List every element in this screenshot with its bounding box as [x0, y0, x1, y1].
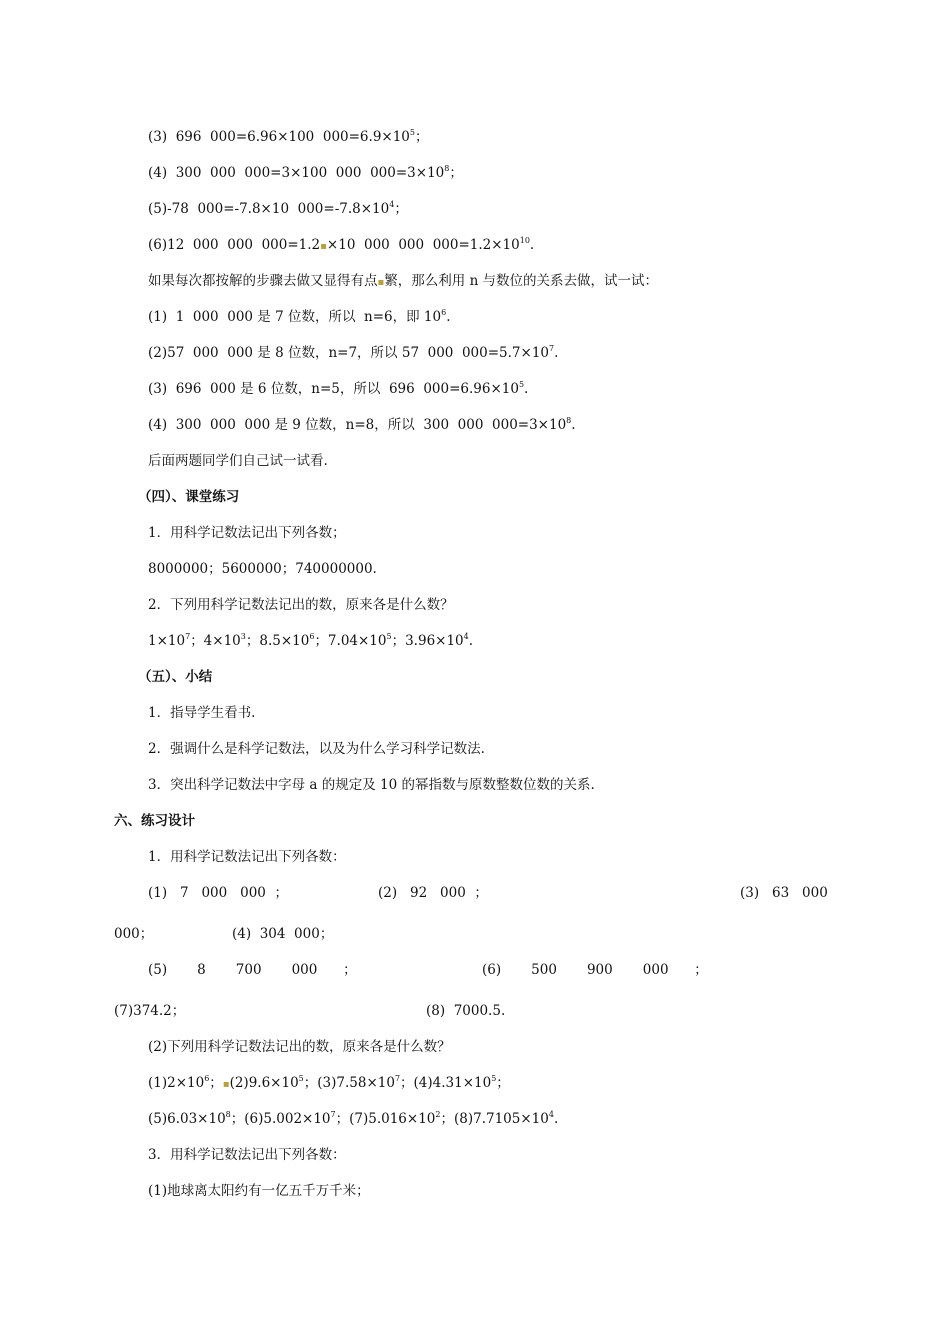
- text: ；: [449, 165, 463, 181]
- text: ；: [496, 1075, 510, 1091]
- exponent: 5: [518, 380, 525, 389]
- stray-mark: ▪: [377, 277, 385, 288]
- line-rest: 后面两题同学们自己试一试看.: [148, 453, 328, 469]
- line-e2-row1: [148, 1074, 510, 1094]
- exercise-1-6: (6) 500 900 000 ；: [482, 962, 708, 978]
- heading-section-5: （五）、小结: [138, 669, 213, 685]
- exercise-1-3: (3) 63 000: [740, 885, 828, 901]
- exponent: 5: [491, 1074, 497, 1083]
- exponent: 2: [435, 1110, 441, 1119]
- text: ；8.5×10: [245, 633, 310, 649]
- text: ；(6)5.002×10: [230, 1111, 331, 1127]
- line-b3: [148, 380, 528, 398]
- text: (3) 696 000=6.96×100 000=6.9×10: [148, 129, 410, 145]
- exponent: 5: [409, 128, 415, 137]
- text: .: [571, 417, 576, 433]
- text: .: [524, 381, 529, 397]
- exponent: 6: [441, 308, 447, 317]
- line-b1: [148, 308, 451, 326]
- line-b2: [148, 344, 558, 362]
- stray-mark: ▪: [222, 1079, 230, 1090]
- line-p2: 2．下列用科学记数法记出的数，原来各是什么数？: [148, 597, 454, 613]
- exponent: 5: [298, 1074, 304, 1083]
- text: ；: [415, 129, 429, 145]
- line-s2: 2．强调什么是科学记数法，以及为什么学习科学记数法.: [148, 741, 485, 757]
- exponent: 7: [549, 344, 555, 353]
- line-a4: [148, 164, 463, 182]
- text: ；: [209, 1075, 223, 1091]
- text: (4) 300 000 000 是 9 位数，n=8，所以 300 000 000=3×10: [148, 417, 567, 433]
- heading-section-6: 六、练习设计: [114, 813, 195, 829]
- text: ；(8)7.7105×10: [440, 1111, 549, 1127]
- text: .: [553, 1111, 559, 1127]
- text: (2)9.6×10: [229, 1075, 299, 1091]
- line-s3: 3．突出科学记数法中字母 a 的规定及 10 的幂指数与原数整数位数的关系.: [148, 777, 595, 793]
- line-e2: (2)下列用科学记数法记出的数，原来各是什么数？: [148, 1039, 451, 1055]
- line-a5: [148, 200, 408, 218]
- exponent: 4: [463, 632, 469, 641]
- exercise-1-3-continued: 000；: [114, 926, 154, 942]
- text: (2)57 000 000 是 8 位数，n=7，所以 57 000 000=5.7×10: [148, 345, 549, 361]
- line-a6: [148, 236, 534, 256]
- text: ；4×10: [190, 633, 241, 649]
- line-s1: 1．指导学生看书.: [148, 705, 256, 721]
- text: .: [554, 345, 559, 361]
- line-e1: 1．用科学记数法记出下列各数：: [148, 849, 346, 865]
- exercise-1-7: (7)374.2；: [114, 1003, 186, 1019]
- text: .: [468, 633, 474, 649]
- exponent: 8: [444, 164, 450, 173]
- line-b4: [148, 416, 576, 434]
- text: ；(7)5.016×10: [335, 1111, 436, 1127]
- text: 1×10: [148, 633, 186, 649]
- exponent: 7: [330, 1110, 336, 1119]
- exercise-1-4: (4) 304 000；: [232, 926, 334, 942]
- exponent: 7: [185, 632, 191, 641]
- exponent: 4: [548, 1110, 554, 1119]
- text: (3) 696 000 是 6 位数，n=5，所以 696 000=6.96×10: [148, 381, 519, 397]
- line-e3: 3．用科学记数法记出下列各数：: [148, 1147, 346, 1163]
- exponent: 4: [389, 200, 395, 209]
- line-e3-1: (1)地球离太阳约有一亿五千万千米；: [148, 1183, 370, 1199]
- line-p2-values: [148, 632, 473, 650]
- stray-mark: ▪: [320, 241, 327, 252]
- text: .: [529, 237, 535, 253]
- text: (6)12 000 000 000=1.2: [148, 237, 321, 253]
- text: (4) 300 000 000=3×100 000 000=3×10: [148, 165, 445, 181]
- exercise-1-8: (8) 7000.5.: [426, 1003, 506, 1019]
- exponent: 8: [566, 416, 572, 425]
- text: ；(3)7.58×10: [303, 1075, 395, 1091]
- exponent: 10: [519, 236, 530, 245]
- line-p1: 1．用科学记数法记出下列各数；: [148, 525, 346, 541]
- text: 如果每次都按解的步骤去做又显得有点: [148, 273, 378, 289]
- exercise-1-5: (5) 8 700 000 ；: [148, 962, 357, 978]
- text: ；7.04×10: [314, 633, 387, 649]
- text: ；(4)4.31×10: [400, 1075, 492, 1091]
- text: 繁，那么利用 n 与数位的关系去做，试一试：: [384, 273, 659, 289]
- line-intro: [148, 272, 658, 292]
- text: ×10 000 000 000=1.2×10: [326, 237, 520, 253]
- line-e2-row2: [148, 1110, 558, 1128]
- text: .: [446, 309, 451, 325]
- exponent: 6: [204, 1074, 210, 1083]
- text: (1)2×10: [148, 1075, 205, 1091]
- exponent: 8: [225, 1110, 231, 1119]
- exponent: 3: [240, 632, 246, 641]
- text: (1) 1 000 000 是 7 位数，所以 n=6，即 10: [148, 309, 442, 325]
- heading-section-4: （四）、课堂练习: [138, 489, 240, 505]
- exponent: 6: [309, 632, 315, 641]
- text: ；3.96×10: [391, 633, 464, 649]
- exercise-1-2: (2) 92 000 ；: [378, 885, 488, 901]
- text: (5)-78 000=-7.8×10 000=-7.8×10: [148, 201, 390, 217]
- text: ；: [394, 201, 408, 217]
- exponent: 7: [394, 1074, 401, 1083]
- exponent: 5: [386, 632, 392, 641]
- line-a3: [148, 128, 429, 146]
- text: (5)6.03×10: [148, 1111, 226, 1127]
- line-p1-nums: 8000000；5600000；740000000.: [148, 561, 377, 577]
- exercise-1-1: (1) 7 000 000 ；: [148, 885, 288, 901]
